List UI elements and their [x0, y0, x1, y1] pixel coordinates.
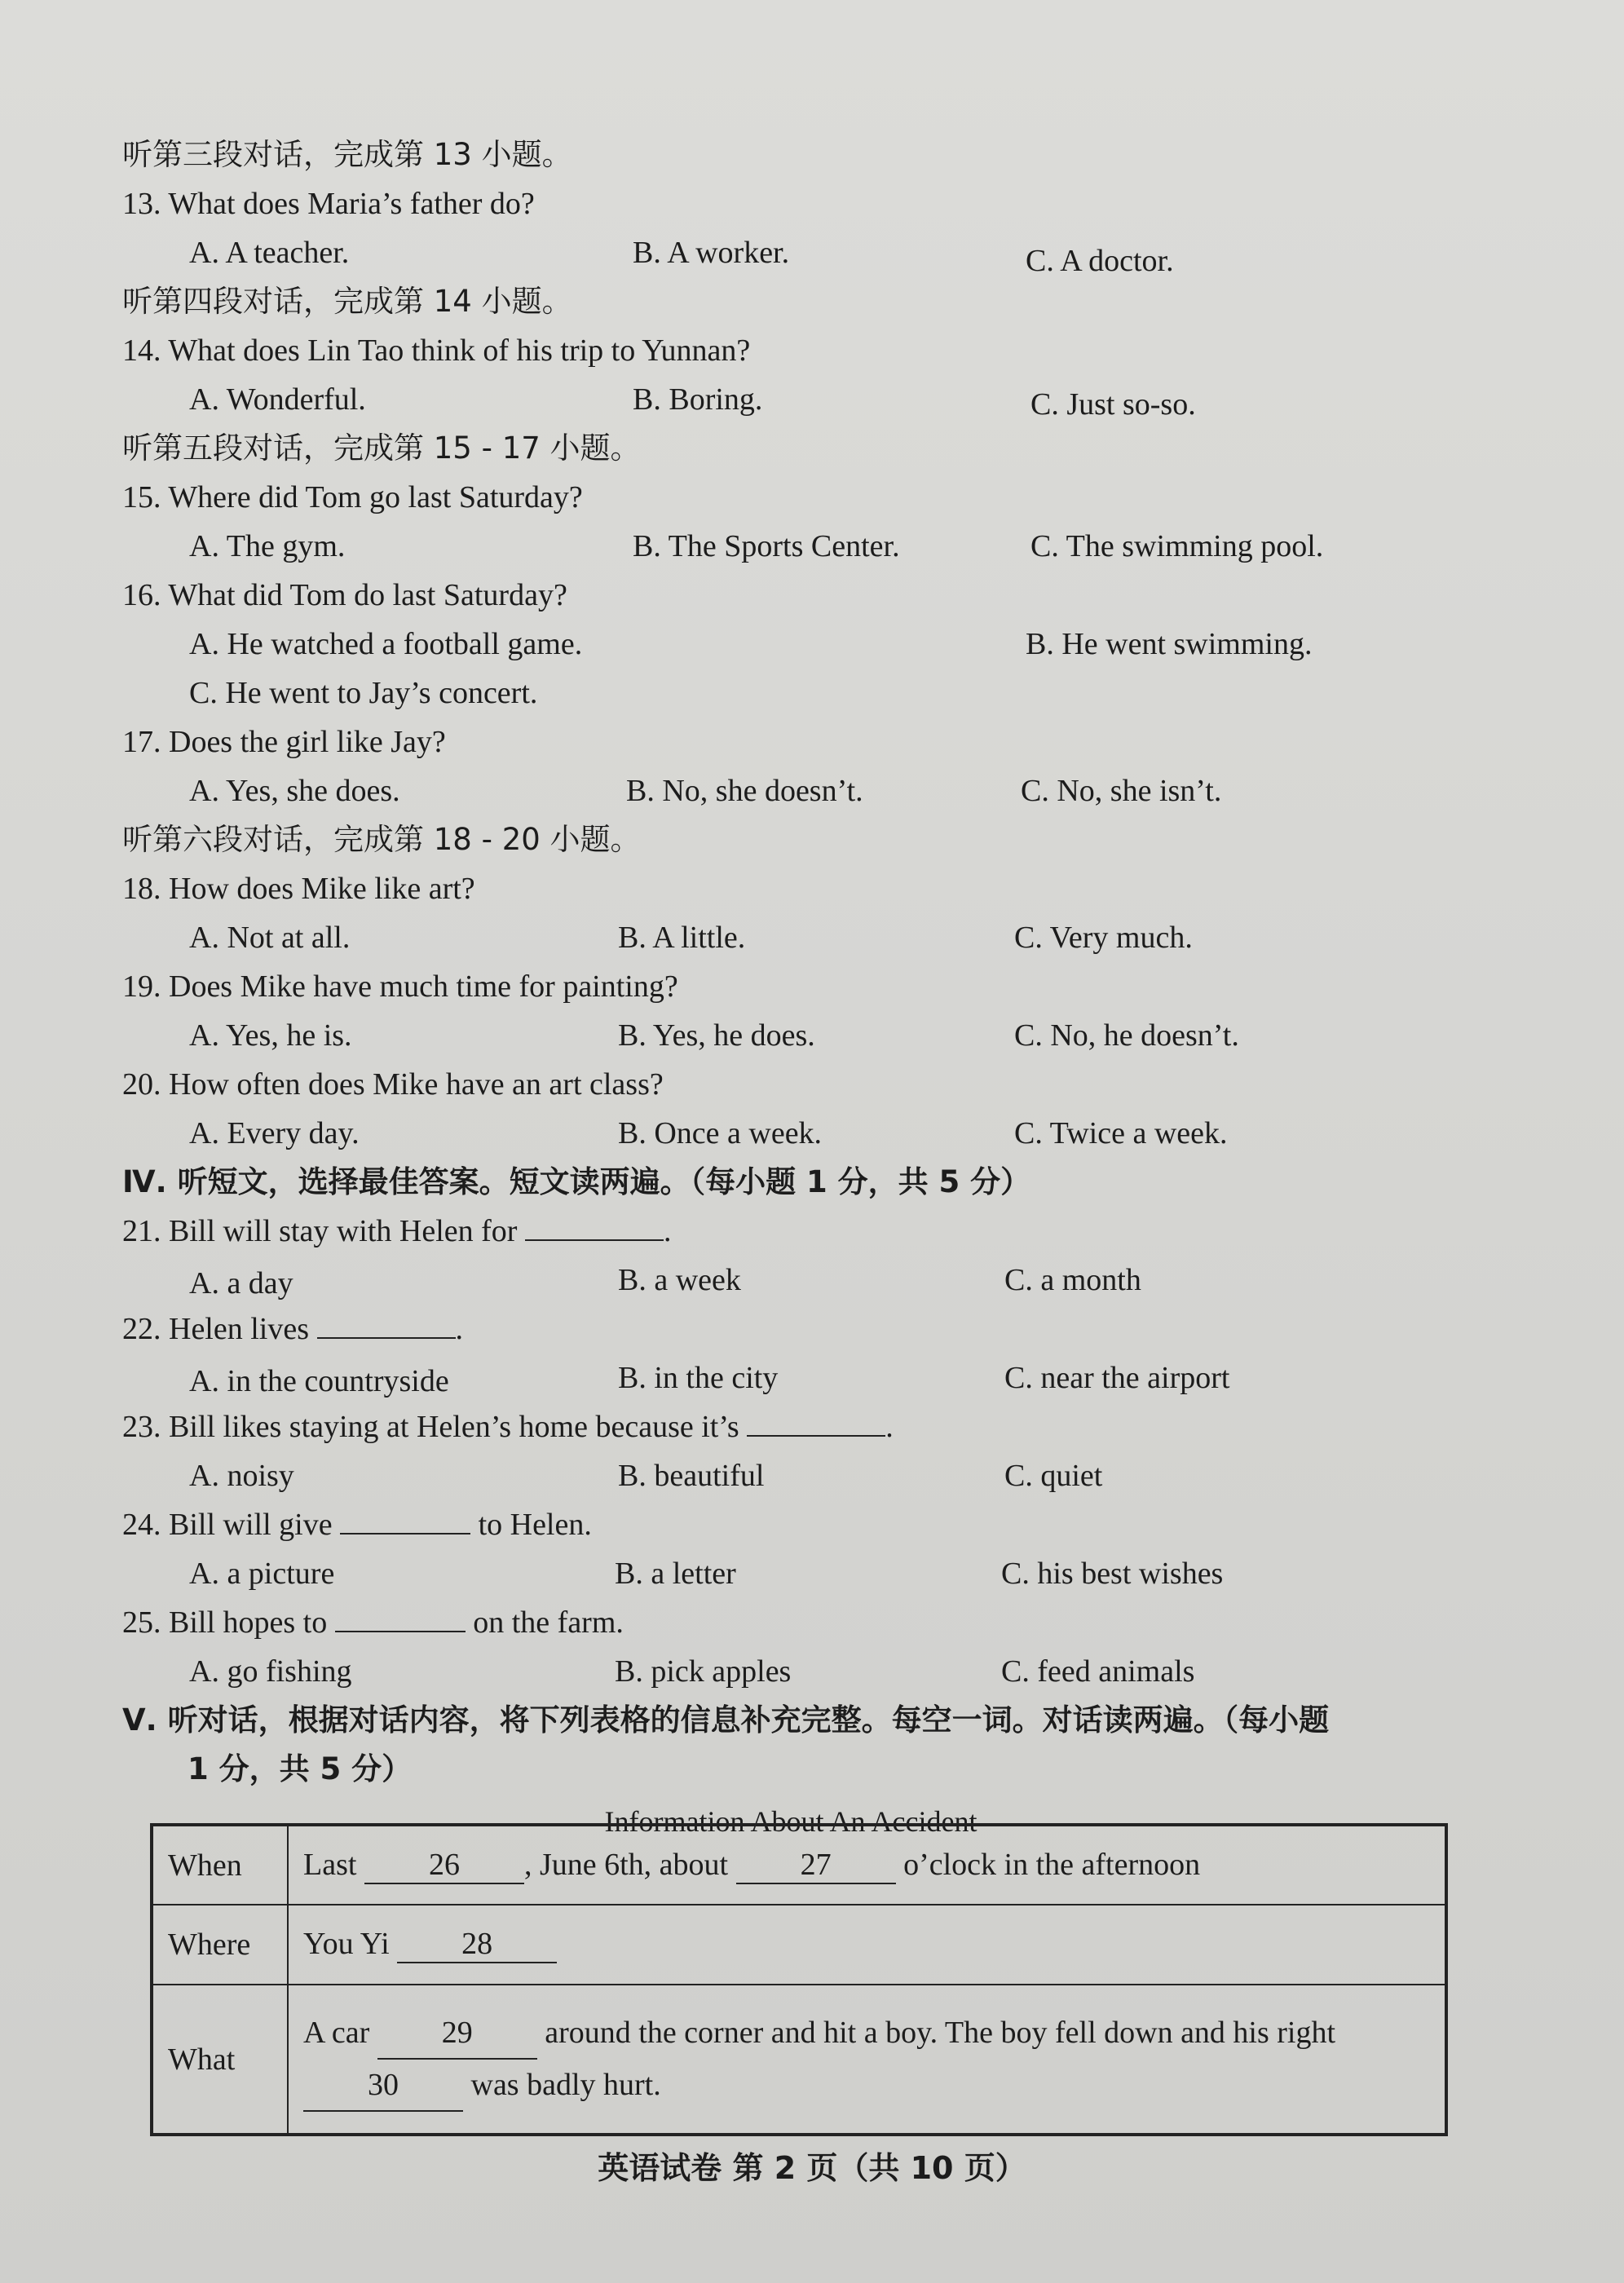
- question-17-stem: 17. Does the girl like Jay?: [122, 725, 446, 759]
- question-23-stem: [122, 1402, 1459, 1451]
- section-4-instruction: 听第四段对话，完成第 14 小题。: [122, 284, 572, 319]
- q13-option-c[interactable]: C. A doctor.: [1026, 244, 1174, 278]
- q25-blank: [335, 1603, 466, 1632]
- answer-29[interactable]: 29: [377, 2007, 537, 2060]
- question-20-stem: 20. How often does Mike have an art class?: [122, 1067, 664, 1102]
- q19-option-a[interactable]: A. Yes, he is.: [189, 1018, 352, 1053]
- q25-option-a[interactable]: A. go fishing: [189, 1654, 352, 1689]
- q21-option-c[interactable]: C. a month: [1004, 1263, 1141, 1297]
- table-row-what: [152, 1985, 1446, 2135]
- q25-option-c[interactable]: C. feed animals: [1001, 1654, 1195, 1689]
- question-15-options: [122, 522, 1459, 571]
- q17-option-a[interactable]: A. Yes, she does.: [189, 774, 400, 808]
- q23-stem-end: .: [885, 1410, 894, 1444]
- question-14-options: [122, 375, 1459, 424]
- question-19-stem: 19. Does Mike have much time for painting?: [122, 969, 678, 1004]
- question-13-options: [122, 228, 1459, 277]
- q16-option-b[interactable]: B. He went swimming.: [1026, 627, 1313, 661]
- q16-option-a[interactable]: A. He watched a football game.: [189, 627, 583, 661]
- question-24-stem: [122, 1500, 1459, 1549]
- q15-option-b[interactable]: B. The Sports Center.: [633, 529, 900, 563]
- q14-option-a[interactable]: A. Wonderful.: [189, 382, 366, 417]
- q18-option-c[interactable]: C. Very much.: [1014, 921, 1193, 955]
- label-where: Where: [152, 1905, 288, 1985]
- q23-option-b[interactable]: B. beautiful: [618, 1459, 765, 1493]
- q25-stem-end: on the farm.: [473, 1605, 624, 1640]
- accident-info-table: [150, 1823, 1448, 2136]
- question-list: [122, 130, 1459, 1846]
- question-16-stem: 16. What did Tom do last Saturday?: [122, 578, 567, 612]
- question-21-stem: [122, 1207, 1459, 1256]
- q21-option-a[interactable]: A. a day: [189, 1266, 293, 1300]
- q13-option-a[interactable]: A. A teacher.: [189, 236, 350, 270]
- label-when: When: [152, 1825, 288, 1905]
- section-6-instruction: 听第六段对话，完成第 18 - 20 小题。: [122, 822, 641, 857]
- question-13-stem: 13. What does Maria’s father do?: [122, 187, 535, 221]
- q22-option-c[interactable]: C. near the airport: [1004, 1361, 1230, 1395]
- q16-option-c[interactable]: C. He went to Jay’s concert.: [189, 676, 538, 710]
- answer-28[interactable]: 28: [397, 1926, 557, 1963]
- question-25-options: [122, 1647, 1459, 1696]
- question-15-stem: 15. Where did Tom go last Saturday?: [122, 480, 583, 514]
- question-23-options: [122, 1451, 1459, 1500]
- question-25-stem: [122, 1598, 1459, 1647]
- question-16-options-ab: [122, 620, 1459, 669]
- q18-option-b[interactable]: B. A little.: [618, 921, 746, 955]
- table-row-when: [152, 1825, 1446, 1905]
- section-v-instruction: Ⅴ. 听对话，根据对话内容，将下列表格的信息补充完整。每空一词。对话读两遍。（每小题: [122, 1702, 1330, 1738]
- what-text-b: around the corner and hit a boy. The boy fell down and his right: [545, 2015, 1336, 2050]
- q14-option-c[interactable]: C. Just so-so.: [1030, 387, 1196, 422]
- question-16-options-c: [122, 669, 1459, 718]
- q22-stem-text: 22. Helen lives: [122, 1312, 310, 1346]
- q15-option-c[interactable]: C. The swimming pool.: [1030, 529, 1324, 563]
- question-19-options: [122, 1011, 1459, 1060]
- q21-blank: [525, 1212, 664, 1241]
- q22-option-b[interactable]: B. in the city: [618, 1361, 779, 1395]
- what-text-a: A car: [303, 2015, 370, 2050]
- question-22-options: [122, 1353, 1459, 1402]
- when-text-b: , June 6th, about: [523, 1847, 729, 1882]
- q24-option-c[interactable]: C. his best wishes: [1001, 1557, 1224, 1591]
- q23-blank: [747, 1407, 885, 1437]
- when-text-a: Last: [303, 1847, 357, 1882]
- q24-stem-text: 24. Bill will give: [122, 1508, 333, 1542]
- q25-stem-text: 25. Bill hopes to: [122, 1605, 328, 1640]
- q22-blank: [317, 1309, 456, 1339]
- q24-option-b[interactable]: B. a letter: [615, 1557, 736, 1591]
- question-22-stem: [122, 1305, 1459, 1353]
- question-20-options: [122, 1109, 1459, 1158]
- q15-option-a[interactable]: A. The gym.: [189, 529, 346, 563]
- q13-option-b[interactable]: B. A worker.: [633, 236, 790, 270]
- q20-option-b[interactable]: B. Once a week.: [618, 1116, 823, 1150]
- q21-option-b[interactable]: B. a week: [618, 1263, 741, 1297]
- answer-30[interactable]: 30: [303, 2060, 463, 2112]
- question-18-stem: 18. How does Mike like art?: [122, 872, 475, 906]
- q17-option-b[interactable]: B. No, she doesn’t.: [626, 774, 863, 808]
- table-row-where: [152, 1905, 1446, 1985]
- cell-when: [288, 1825, 1446, 1905]
- page-footer: 英语试卷 第 2 页（共 10 页）: [598, 2150, 1026, 2186]
- q23-stem-text: 23. Bill likes staying at Helen’s home because it’s: [122, 1410, 739, 1444]
- table-title: Information About An Accident: [604, 1805, 977, 1838]
- question-21-options: [122, 1256, 1459, 1305]
- when-text-c: o’clock in the afternoon: [903, 1847, 1201, 1882]
- question-14-stem: 14. What does Lin Tao think of his trip to Yunnan?: [122, 333, 751, 368]
- q25-option-b[interactable]: B. pick apples: [615, 1654, 792, 1689]
- q17-option-c[interactable]: C. No, she isn’t.: [1021, 774, 1222, 808]
- what-text-c: was badly hurt.: [470, 2067, 661, 2102]
- label-what: What: [152, 1985, 288, 2135]
- q24-option-a[interactable]: A. a picture: [189, 1557, 335, 1591]
- where-text: You Yi: [303, 1927, 390, 1961]
- answer-26[interactable]: 26: [364, 1847, 524, 1884]
- answer-27[interactable]: 27: [736, 1847, 896, 1884]
- question-24-options: [122, 1549, 1459, 1598]
- section-iv-instruction: Ⅳ. 听短文，选择最佳答案。短文读两遍。（每小题 1 分，共 5 分）: [122, 1164, 1031, 1199]
- q22-stem-end: .: [455, 1312, 464, 1346]
- cell-what: [288, 1985, 1446, 2135]
- q24-stem-end: to Helen.: [478, 1508, 592, 1542]
- q23-option-a[interactable]: A. noisy: [189, 1459, 294, 1493]
- q19-option-b[interactable]: B. Yes, he does.: [618, 1018, 815, 1053]
- section-v-instruction-cont: 1 分，共 5 分）: [188, 1751, 413, 1786]
- section-3-instruction: 听第三段对话，完成第 13 小题。: [122, 137, 572, 172]
- q22-option-a[interactable]: A. in the countryside: [189, 1364, 449, 1398]
- q18-option-a[interactable]: A. Not at all.: [189, 921, 351, 955]
- q21-stem-end: .: [663, 1214, 672, 1248]
- question-17-options: [122, 766, 1459, 815]
- question-18-options: [122, 913, 1459, 962]
- q20-option-a[interactable]: A. Every day.: [189, 1116, 360, 1150]
- q23-option-c[interactable]: C. quiet: [1004, 1459, 1103, 1493]
- cell-where: [288, 1905, 1446, 1985]
- q21-stem-text: 21. Bill will stay with Helen for: [122, 1214, 518, 1248]
- q20-option-c[interactable]: C. Twice a week.: [1014, 1116, 1228, 1150]
- q14-option-b[interactable]: B. Boring.: [633, 382, 763, 417]
- section-5-instruction: 听第五段对话，完成第 15 - 17 小题。: [122, 431, 641, 466]
- q24-blank: [340, 1505, 470, 1535]
- q19-option-c[interactable]: C. No, he doesn’t.: [1014, 1018, 1239, 1053]
